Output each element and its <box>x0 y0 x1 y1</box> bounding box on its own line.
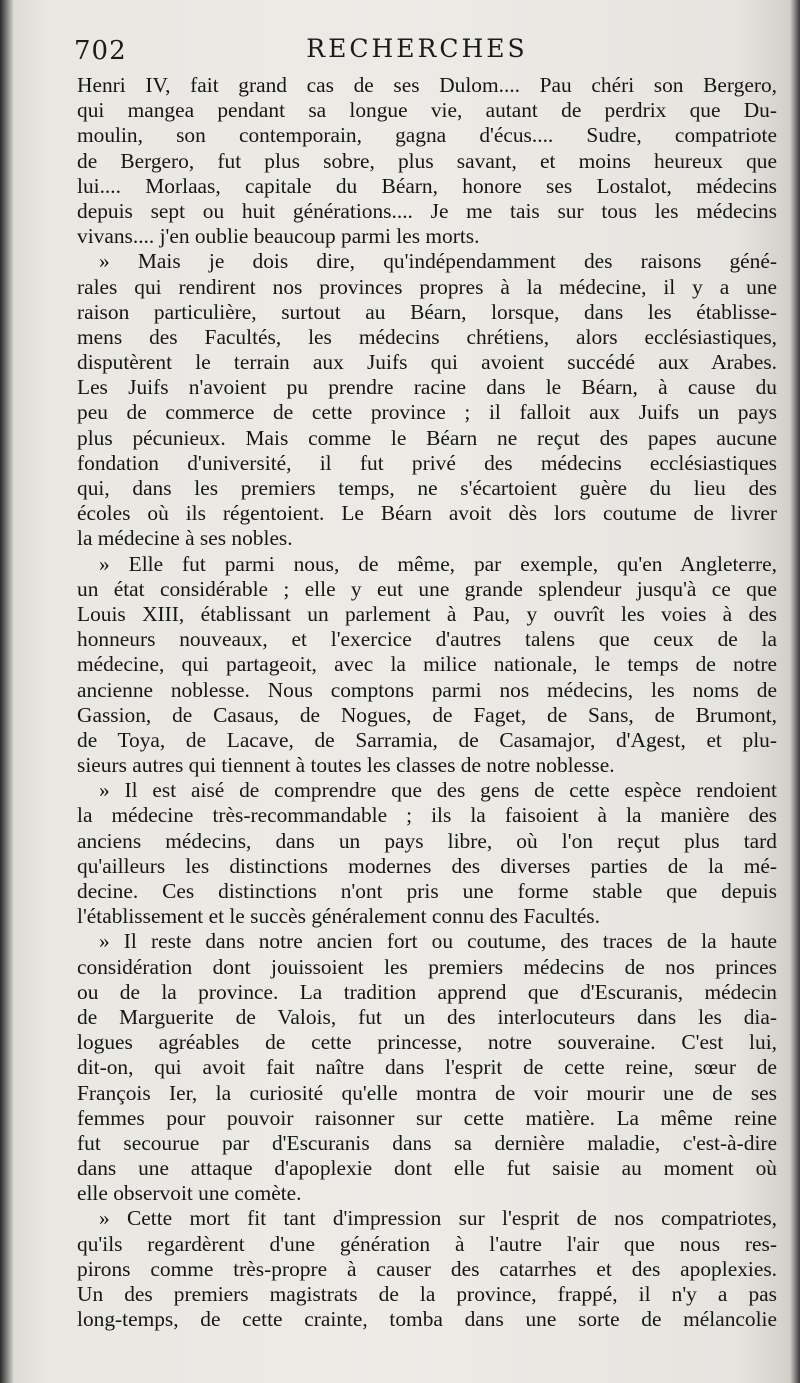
running-head: RECHERCHES <box>306 34 528 63</box>
text-line: vivans.... j'en oublie beaucoup parmi les morts. <box>77 224 480 249</box>
text-line: anciens médecins, dans un pays libre, où l'on reçut plus tard <box>77 828 777 853</box>
text-line: de Toya, de Lacave, de Sarramia, de Casamajor, d'Agest, et plu- <box>77 727 777 752</box>
text-line: qu'ailleurs les distinctions modernes des diverses parties de la mé- <box>77 853 777 878</box>
text-line: la médecine très-recommandable ; ils la faisoient à la manière des <box>77 803 777 828</box>
text-line: moulin, son contemporain, gagna d'écus.... Sudre, compatriote <box>77 123 777 148</box>
text-line: raison particulière, surtout au Béarn, lorsque, dans les établisse- <box>77 299 777 324</box>
text-line: rales qui rendirent nos provinces propres à la médecine, il y a une <box>77 274 777 299</box>
text-line: ancienne noblesse. Nous comptons parmi nos médecins, les noms de <box>77 677 777 702</box>
page-number: 702 <box>74 36 127 66</box>
page-gutter-shadow <box>0 0 14 1383</box>
text-line: » Cette mort fit tant d'impression sur l'esprit de nos compatriotes, <box>99 1206 777 1231</box>
text-line: de Marguerite de Valois, fut un des interlocuteurs dans les dia- <box>77 1004 777 1029</box>
text-line: peu de commerce de cette province ; il falloit aux Juifs un pays <box>77 400 777 425</box>
text-line: » Mais je dois dire, qu'indépendamment des raisons géné- <box>99 249 777 274</box>
body-text <box>77 73 777 1332</box>
text-line: » Il est aisé de comprendre que des gens de cette espèce rendoient <box>99 778 777 803</box>
text-line: François Ier, la curiosité qu'elle montra de voir mourir une de ses <box>77 1080 777 1105</box>
text-line: » Il reste dans notre ancien fort ou coutume, des traces de la haute <box>99 929 777 954</box>
text-line: logues agréables de cette princesse, notre souveraine. C'est lui, <box>77 1030 777 1055</box>
text-line: sieurs autres qui tiennent à toutes les classes de notre noblesse. <box>77 753 615 778</box>
text-line: pirons comme très-propre à causer des catarrhes et des apoplexies. <box>77 1256 777 1281</box>
text-line: écoles où ils régentoient. Le Béarn avoit dès lors coutume de livrer <box>77 501 777 526</box>
text-line: l'établissement et le succès généralement connu des Facultés. <box>77 904 600 929</box>
text-line: considération dont jouissoient les premiers médecins de nos princes <box>77 954 777 979</box>
page-edge-shadow <box>790 0 800 1383</box>
text-line: qui, dans les premiers temps, ne s'écartoient guère du lieu des <box>77 476 777 500</box>
text-line: dans une attaque d'apoplexie dont elle fut saisie au moment où <box>77 1156 777 1181</box>
text-line: Henri IV, fait grand cas de ses Dulom.... Pau chéri son Bergero, <box>77 73 777 97</box>
text-line: elle observoit une comète. <box>77 1181 302 1206</box>
text-line: disputèrent le terrain aux Juifs qui avoient succédé aux Arabes. <box>77 350 777 375</box>
text-line: honneurs nouveaux, et l'exercice d'autres talens que ceux de la <box>77 627 777 652</box>
text-line: fondation d'université, il fut privé des médecins ecclésiastiques <box>77 450 777 475</box>
text-line: depuis sept ou huit générations.... Je me tais sur tous les médecins <box>77 198 777 223</box>
text-line: qu'ils regardèrent d'une génération à l'autre l'air que nous res- <box>77 1231 777 1256</box>
text-line: la médecine à ses nobles. <box>77 526 293 551</box>
page-header <box>74 30 760 70</box>
text-line: femmes pour pouvoir raisonner sur cette matière. La même reine <box>77 1105 777 1130</box>
text-line: de Bergero, fut plus sobre, plus savant, et moins heureux que <box>77 148 777 173</box>
text-line: lui.... Morlaas, capitale du Béarn, honore ses Lostalot, médecins <box>77 173 777 198</box>
text-line: plus pécunieux. Mais comme le Béarn ne reçut des papes aucune <box>77 425 777 450</box>
text-line: decine. Ces distinctions n'ont pris une forme stable que depuis <box>77 879 777 903</box>
text-line: Un des premiers magistrats de la province, frappé, il n'y a pas <box>77 1282 777 1306</box>
text-line: Les Juifs n'avoient pu prendre racine dans le Béarn, à cause du <box>77 375 777 400</box>
text-line: dit-on, qui avoit fait naître dans l'esprit de cette reine, sœur de <box>77 1055 777 1080</box>
text-line: médecine, qui partageoit, avec la milice nationale, le temps de notre <box>77 652 777 677</box>
text-line: ou de la province. La tradition apprend que d'Escuranis, médecin <box>77 979 777 1004</box>
text-line: Gassion, de Casaus, de Nogues, de Faget, de Sans, de Brumont, <box>77 702 777 727</box>
text-line: un état considérable ; elle y eut une grande splendeur jusqu'à ce que <box>77 576 777 601</box>
text-line: long-temps, de cette crainte, tomba dans une sorte de mélancolie <box>77 1307 777 1332</box>
text-line: qui mangea pendant sa longue vie, autant de perdrix que Du- <box>77 98 777 123</box>
text-line: Louis XIII, établissant un parlement à Pau, y ouvrît les voies à des <box>77 601 777 626</box>
text-line: fut secourue par d'Escuranis dans sa dernière maladie, c'est-à-dire <box>77 1130 777 1155</box>
text-line: » Elle fut parmi nous, de même, par exemple, qu'en Angleterre, <box>99 551 777 576</box>
text-line: mens des Facultés, les médecins chrétiens, alors ecclésiastiques, <box>77 324 777 349</box>
